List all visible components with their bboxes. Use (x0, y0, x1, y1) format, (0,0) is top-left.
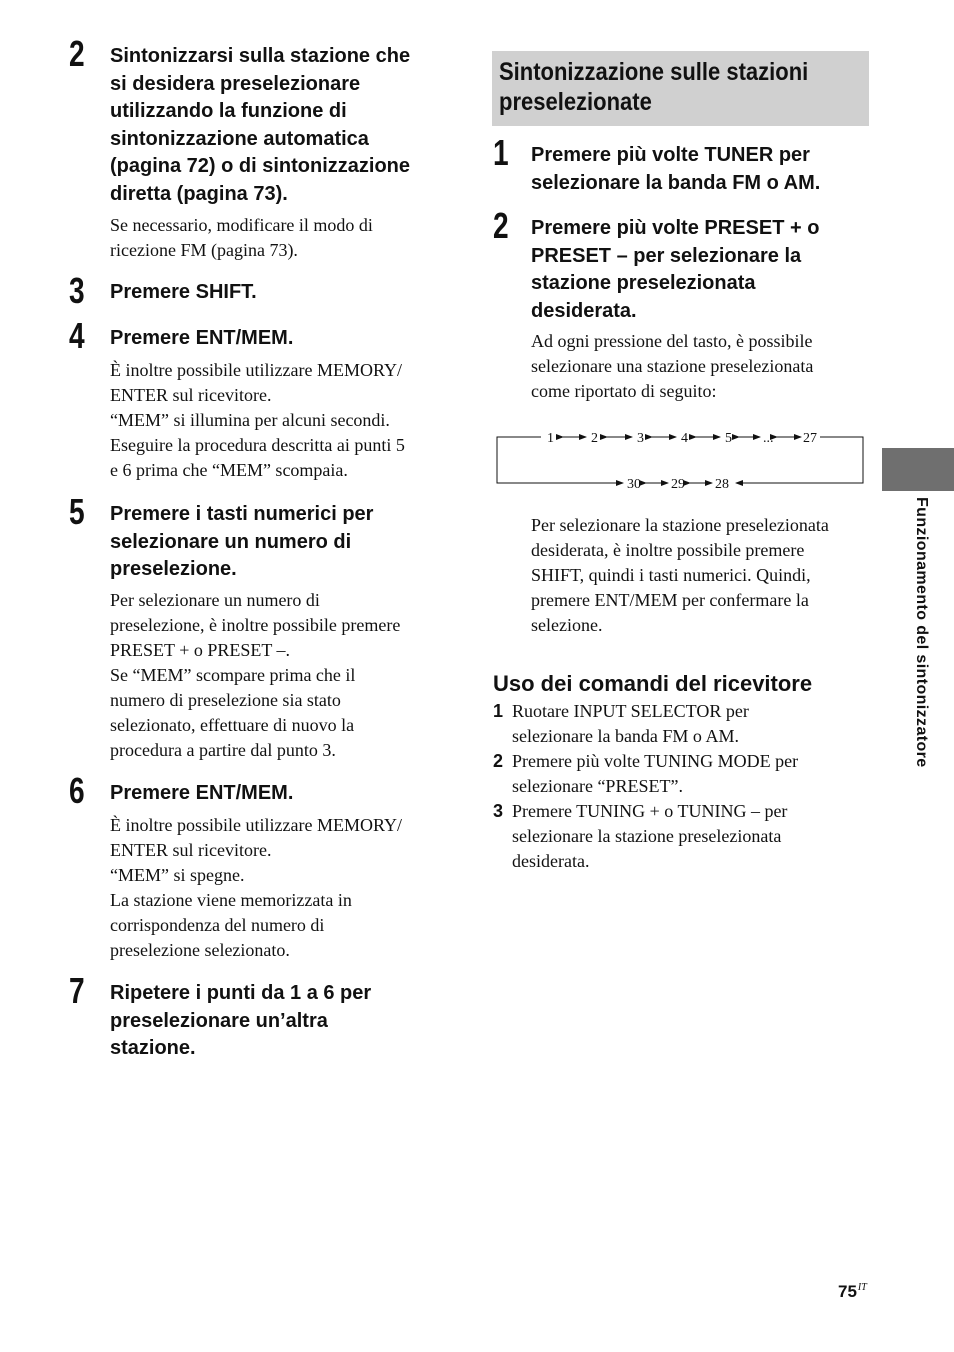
list-item-text: Premere più volte TUNING MODE per selezionare “PRESET”. (512, 751, 799, 796)
list-item-text: Premere TUNING + o TUNING – per selezionare la stazione preselezionata desiderata. (512, 801, 788, 871)
step-heading: Premere ENT/MEM. (110, 327, 294, 349)
step-number: 7 (69, 970, 85, 1011)
list-item-text: Ruotare INPUT SELECTOR per selezionare la banda FM o AM. (512, 701, 749, 746)
page-language: IT (857, 1282, 867, 1293)
preset-label: 30 (627, 477, 641, 492)
list-item-number: 2 (493, 751, 504, 771)
step-text: È inoltre possibile utilizzare MEMORY/ ENTER sul ricevitore. “MEM” si spegne. La stazione viene memorizzata in corrispondenza del numero di preselezione selezionato. (110, 815, 402, 960)
preset-label: 2 (591, 431, 598, 446)
step-text: Se necessario, modificare il modo di ricezione FM (pagina 73). (110, 215, 373, 260)
step-heading: Sintonizzarsi sulla stazione che si desidera preselezionare utilizzando la funzione di sintonizzazione automatica (pagina 72) o di sintonizzazione diretta (pagina 73). (110, 45, 411, 205)
page-number (838, 1282, 867, 1302)
preset-label: 4 (681, 431, 688, 446)
receiver-controls-heading: Uso dei comandi del ricevitore (493, 671, 813, 696)
chapter-tab (882, 448, 954, 491)
preset-label: 27 (803, 431, 817, 446)
step-number: 4 (69, 315, 85, 356)
step-text: Per selezionare un numero di preselezione, è inoltre possibile premere PRESET + o PRESET –. Se “MEM” scompare prima che il numero di preselezione sia stato selezionato, effettuare di nuovo la procedura a partire dal punto 3. (110, 590, 401, 760)
step-number: 3 (69, 270, 85, 311)
loop-line-left (497, 437, 623, 483)
step-number: 2 (69, 33, 85, 74)
list-item-number: 3 (493, 801, 504, 821)
step-heading: Premere ENT/MEM. (110, 782, 294, 804)
step-heading: Ripetere i punti da 1 a 6 per preselezionare un’altra stazione. (110, 982, 372, 1059)
preset-label: 1 (547, 431, 554, 446)
step-number: 1 (493, 132, 509, 173)
chapter-label: Funzionamento del sintonizzatore (913, 497, 930, 768)
step-number: 5 (69, 491, 85, 532)
loop-line-right (736, 437, 863, 483)
step-number: 2 (493, 205, 509, 246)
step-text: È inoltre possibile utilizzare MEMORY/ ENTER sul ricevitore. “MEM” si illumina per alcuni secondi. Eseguire la procedura descritta ai punti 5 e 6 prima che “MEM” scompaia. (110, 360, 405, 480)
preset-label: 5 (725, 431, 732, 446)
preset-label: 29 (671, 477, 685, 492)
page-number-value: 75 (838, 1282, 857, 1301)
step-heading: Premere più volte TUNER per selezionare la banda FM o AM. (531, 144, 821, 194)
list-item-number: 1 (493, 701, 504, 721)
step-heading: Premere i tasti numerici per selezionare un numero di preselezione. (110, 503, 374, 580)
preset-label: ... (763, 431, 774, 446)
step-heading: Premere SHIFT. (110, 281, 257, 303)
section-title: Sintonizzazione sulle stazioni preselezionate (499, 58, 809, 116)
step-text: Per selezionare la stazione preselezionata desiderata, è inoltre possibile premere SHIFT, quindi i tasti numerici. Quindi, premere ENT/MEM per confermare la selezione. (531, 515, 829, 635)
step-number: 6 (69, 770, 85, 811)
step-text: Ad ogni pressione del tasto, è possibile selezionare una stazione preselezionata come riportato di seguito: (531, 331, 814, 401)
preset-label: 3 (637, 431, 644, 446)
step-heading: Premere più volte PRESET + o PRESET – per selezionare la stazione preselezionata desiderata. (531, 217, 820, 322)
preset-label: 28 (715, 477, 729, 492)
